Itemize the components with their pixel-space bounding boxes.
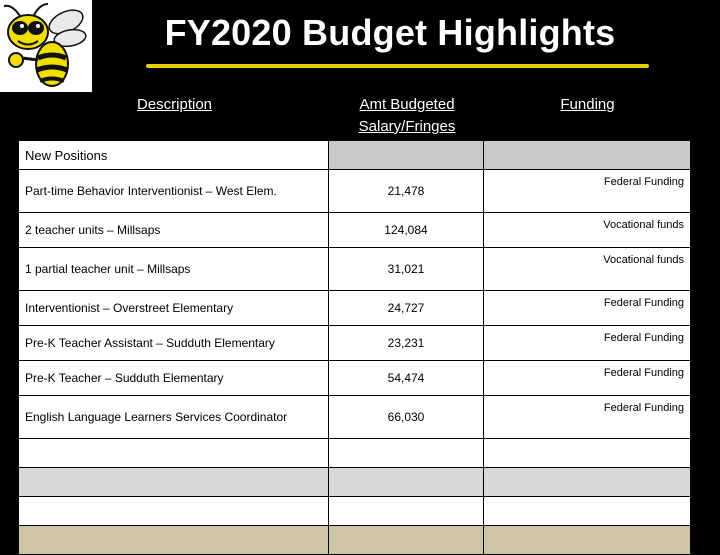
table-cell (19, 526, 329, 555)
table-cell (19, 439, 329, 468)
table-cell (484, 468, 691, 497)
row-amount: 31,021 (329, 248, 484, 291)
table-row (19, 170, 691, 213)
empty-row (19, 497, 691, 526)
table-row (19, 396, 691, 439)
table-cell (484, 526, 691, 555)
row-description: Pre-K Teacher – Sudduth Elementary (19, 361, 329, 396)
column-header-funding: Funding (560, 96, 615, 113)
row-description: Part-time Behavior Interventionist – West Elem. (19, 170, 329, 213)
row-description: Interventionist – Overstreet Elementary (19, 291, 329, 326)
row-description: Pre-K Teacher Assistant – Sudduth Elementary (19, 326, 329, 361)
table-cell (484, 141, 691, 170)
row-amount: 54,474 (329, 361, 484, 396)
empty-row (19, 468, 691, 497)
table-cell (19, 497, 329, 526)
row-description: English Language Learners Services Coordinator (19, 396, 329, 439)
budget-table (18, 140, 691, 555)
row-funding: Federal Funding (484, 170, 691, 213)
table-cell (329, 497, 484, 526)
slide-title: FY2020 Budget Highlights (164, 12, 616, 53)
row-description: 1 partial teacher unit – Millsaps (19, 248, 329, 291)
table-row (19, 326, 691, 361)
row-funding: Federal Funding (484, 361, 691, 396)
section-label-cell (19, 141, 329, 170)
table-cell (329, 468, 484, 497)
empty-row (19, 439, 691, 468)
table-cell (329, 141, 484, 170)
row-amount: 124,084 (329, 213, 484, 248)
section-row-new-positions (19, 141, 691, 170)
table-cell (329, 526, 484, 555)
row-funding: Federal Funding (484, 326, 691, 361)
empty-row (19, 526, 691, 555)
table-row (19, 291, 691, 326)
table-cell (484, 497, 691, 526)
row-amount: 21,478 (329, 170, 484, 213)
table-cell (329, 439, 484, 468)
column-header-description: Description (136, 96, 213, 113)
section-label: New Positions (25, 147, 108, 163)
table-cell (484, 439, 691, 468)
column-header-amount: Amt Budgeted Salary/Fringes (358, 96, 456, 135)
row-description: 2 teacher units – Millsaps (19, 213, 329, 248)
page-number: 4 (664, 508, 671, 520)
title-underline-rule (146, 64, 649, 68)
table-row (19, 248, 691, 291)
row-amount: 66,030 (329, 396, 484, 439)
table-cell (19, 468, 329, 497)
table-row (19, 361, 691, 396)
table-row (19, 213, 691, 248)
row-amount: 24,727 (329, 291, 484, 326)
row-funding: Federal Funding (484, 396, 691, 439)
row-funding: Vocational funds (484, 213, 691, 248)
row-funding: Vocational funds (484, 248, 691, 291)
row-amount: 23,231 (329, 326, 484, 361)
yellow-jacket-mascot-logo (0, 0, 92, 92)
row-funding: Federal Funding (484, 291, 691, 326)
